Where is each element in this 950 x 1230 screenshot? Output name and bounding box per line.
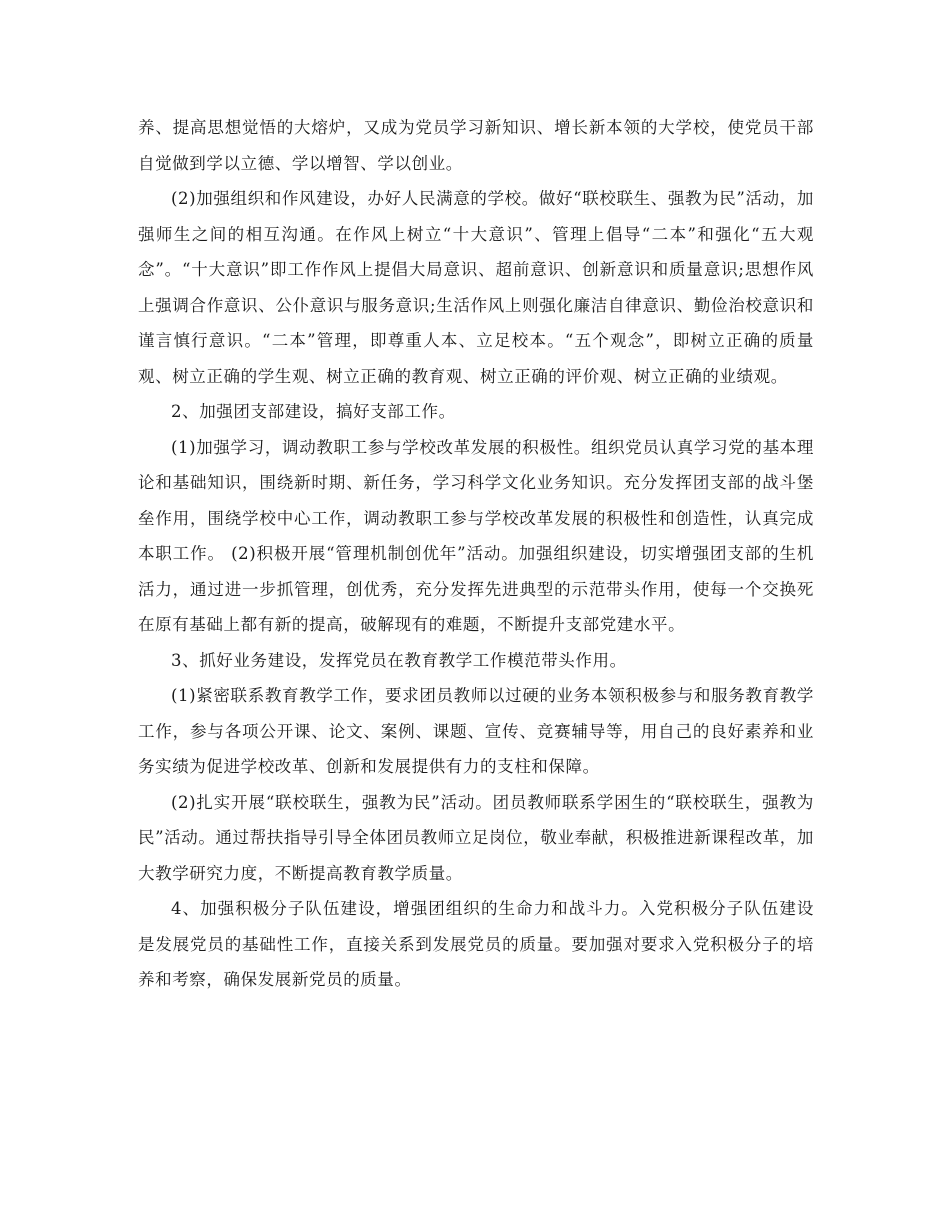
section-heading-league-branch: 2、加强团支部建设，搞好支部工作。 xyxy=(171,402,456,421)
paragraph-school-student-activity: (2)扎实开展“联校联生，强教为民”活动。团员教师联系学困生的“联校联生，强教为民”活动。通过帮扶指导引导全体团员教师立足岗位，敬业奉献，积极推进新课程改革，加大教学研究力度，不断提高教育教学质量。 xyxy=(138,792,814,883)
paragraph-teaching-work: (1)紧密联系教育教学工作，要求团员教师以过硬的业务本领积极参与和服务教育教学工作，参与各项公开课、论文、案例、课题、宣传、竞赛辅导等，用自己的良好素养和业务实绩为促进学校改革、创新和发展提供有力的支柱和保障。 xyxy=(138,686,814,776)
paragraph-organization-style: (2)加强组织和作风建设，办好人民满意的学校。做好“联校联生、强教为民”活动，加强师生之间的相互沟通。在作风上树立“十大意识”、管理上倡导“二本”和强化“五大观念”。“十大意识”即工作作风上提倡大局意识、超前意识、创新意识和质量意识;思想作风上强调合作意识、公仆意识与服务意识;生活作风上则强化廉洁自律意识、勤俭治校意识和谨言慎行意识。“二本”管理，即尊重人本、立足校本。“五个观念”，即树立正确的质量观、树立正确的学生观、树立正确的教育观、树立正确的评价观、树立正确的业绩观。 xyxy=(138,189,814,386)
document-body xyxy=(138,110,814,998)
section-heading-business-building: 3、抓好业务建设，发挥党员在教育教学工作模范带头作用。 xyxy=(171,650,627,670)
paragraph-continuation: 养、提高思想觉悟的大熔炉，又成为党员学习新知识、增长新本领的大学校，使党员干部自觉做到学以立德、学以增智、学以创业。 xyxy=(138,118,814,173)
paragraph-study-and-management: (1)加强学习，调动教职工参与学校改革发展的积极性。组织党员认真学习党的基本理论和基础知识，围绕新时期、新任务，学习科学文化业务知识。充分发挥团支部的战斗堡垒作用，围绕学校中心工作，调动教职工参与学校改革发展的积极性和创造性，认真完成本职工作。 (2)积极开展“管理机制创优年”活动。加强组织建设，切实增强团支部的生机活力，通过进一步抓管理，创优秀，充分发挥先进典型的示范带头作用，使每一个交换死在原有基础上都有新的提高，破解现有的难题，不断提升支部党建水平。 xyxy=(138,437,814,634)
paragraph-activist-team: 4、加强积极分子队伍建设，增强团组织的生命力和战斗力。入党积极分子队伍建设是发展党员的基础性工作，直接关系到发展党员的质量。要加强对要求入党积极分子的培养和考察，确保发展新党员的质量。 xyxy=(138,899,814,989)
